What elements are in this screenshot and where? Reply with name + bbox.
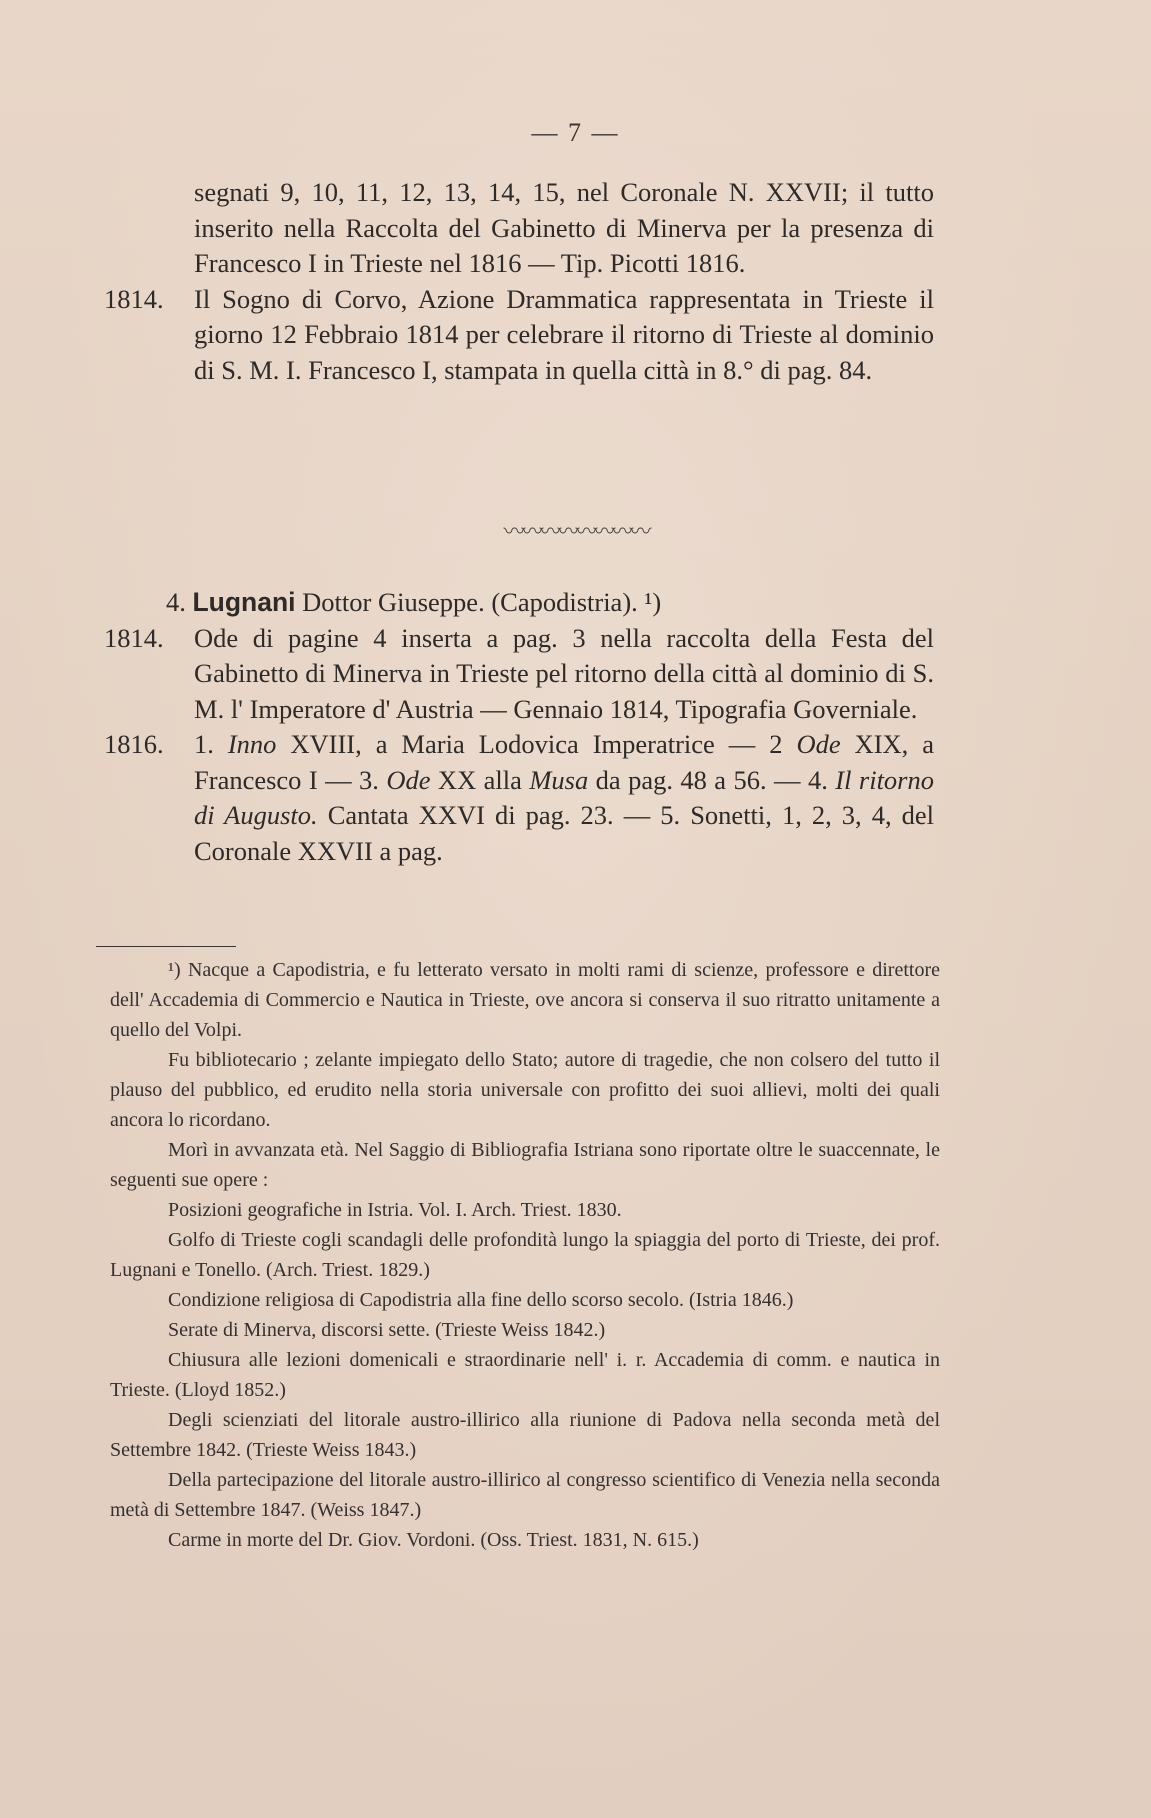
entry-text-part1: 1.: [194, 729, 228, 759]
bibliography-continuation: [104, 175, 934, 388]
page-number: — 7 —: [531, 118, 620, 147]
entry-italic-inno: Inno: [227, 729, 277, 759]
author-number: 4.: [166, 587, 186, 617]
entry-text-part2: XVIII, a Maria Lodovica Imperatrice — 2: [276, 729, 797, 759]
footnote-rule: [96, 946, 236, 947]
entry-text-part3: XIX, a Francesco I — 3.: [194, 729, 934, 795]
footnote-work-4: Serate di Minerva, discorsi sette. (Trieste Weiss 1842.): [168, 1319, 606, 1341]
entry-text: Ode di pagine 4 inserta a pag. 3 nella raccolta della Festa del Gabinetto di Minerva in Trieste pel ritorno della città al dominio di S. M. l' Imperatore d' Austria — Gennaio 1814, Tipografia Governiale.: [194, 622, 934, 724]
footnote-work-1: Posizioni geografiche in Istria. Vol. I. Arch. Triest. 1830.: [168, 1199, 622, 1221]
entry-italic-ode: Ode: [796, 729, 841, 759]
entry-italic-ritorno: Il ritorno di Augusto.: [194, 764, 934, 830]
entry-italic-musa: Musa: [529, 764, 589, 795]
entry-text-part4: XX alla: [430, 764, 530, 795]
entry-italic-ode2: Ode: [386, 764, 431, 795]
author-surname: Lugnani: [192, 587, 296, 617]
entry-year: 1814.: [104, 283, 164, 314]
entry-1814-sogno: [104, 282, 934, 389]
footnote-work-3: Condizione religiosa di Capodistria alla fine dello scorso secolo. (Istria 1846.): [168, 1289, 794, 1311]
footnote-work-7: Della partecipazione del litorale austro-illirico al congresso scientifico di Venezia nella seconda metà di Settembre 1847. (Weiss 1847.): [110, 1469, 940, 1521]
footnote-work-6: Degli scienziati del litorale austro-illirico alla riunione di Padova nella seconda metà del Settembre 1842. (Trieste Weiss 1843.): [110, 1409, 940, 1461]
entry-1816-works: [104, 727, 934, 869]
entry-year: 1814.: [104, 622, 164, 653]
footnotes: [110, 955, 940, 1555]
section-divider-ornament: 〰〰〰〰〰〰〰〰: [503, 519, 648, 544]
footnote-work-2: Golfo di Trieste cogli scandagli delle profondità lungo la spiaggia del porto di Trieste, dei prof. Lugnani e Tonello. (Arch. Triest. 1829.): [110, 1229, 940, 1281]
entry-1814-ode: [104, 621, 934, 728]
entry-text: Il Sogno di Corvo, Azione Drammatica rappresentata in Trieste il giorno 12 Febbraio 1814 per celebrare il ritorno di Trieste al dominio di S. M. I. Francesco I, stampata in quella città in 8.° di pag. 84.: [194, 283, 934, 385]
footnote-para-3: Morì in avvanzata età. Nel Saggio di Bibliografia Istriana sono riportate oltre le suaccennate, le seguenti sue opere :: [110, 1139, 940, 1191]
author-heading: [104, 585, 934, 621]
footnote-work-8: Carme in morte del Dr. Giov. Vordoni. (Oss. Triest. 1831, N. 615.): [168, 1529, 699, 1551]
entry-text-part6: Cantata XXVI di pag. 23. — 5. Sonetti, 1, 2, 3, 4, del Coronale XXVII a pag.: [194, 800, 934, 866]
footnote-work-5: Chiusura alle lezioni domenicali e straordinarie nell' i. r. Accademia di comm. e nautica in Trieste. (Lloyd 1852.): [110, 1349, 940, 1401]
author-details: Dottor Giuseppe. (Capodistria). ¹): [302, 587, 662, 617]
continuation-text: segnati 9, 10, 11, 12, 13, 14, 15, nel Coronale N. XXVII; il tutto inserito nella Raccolta del Gabinetto di Minerva per la presenza di Francesco I in Trieste nel 1816 — Tip. Picotti 1816.: [194, 177, 934, 278]
footnote-para-2: Fu bibliotecario ; zelante impiegato dello Stato; autore di tragedie, che non colsero del tutto il plauso del pubblico, ed erudito nella storia universale con profitto dei suoi allievi, molti dei quali ancora lo ricordano.: [110, 1049, 940, 1131]
entry-text-part5: da pag. 48 a 56. — 4.: [588, 764, 836, 795]
footnote-1: ¹) Nacque a Capodistria, e fu letterato versato in molti rami di scienze, professore e direttore dell' Accademia di Commercio e Nautica in Trieste, ove ancora si conserva il suo ritratto unitamente a quello del Volpi.: [110, 959, 940, 1041]
author-section-lugnani: [104, 585, 934, 869]
entry-year: 1816.: [104, 729, 164, 759]
